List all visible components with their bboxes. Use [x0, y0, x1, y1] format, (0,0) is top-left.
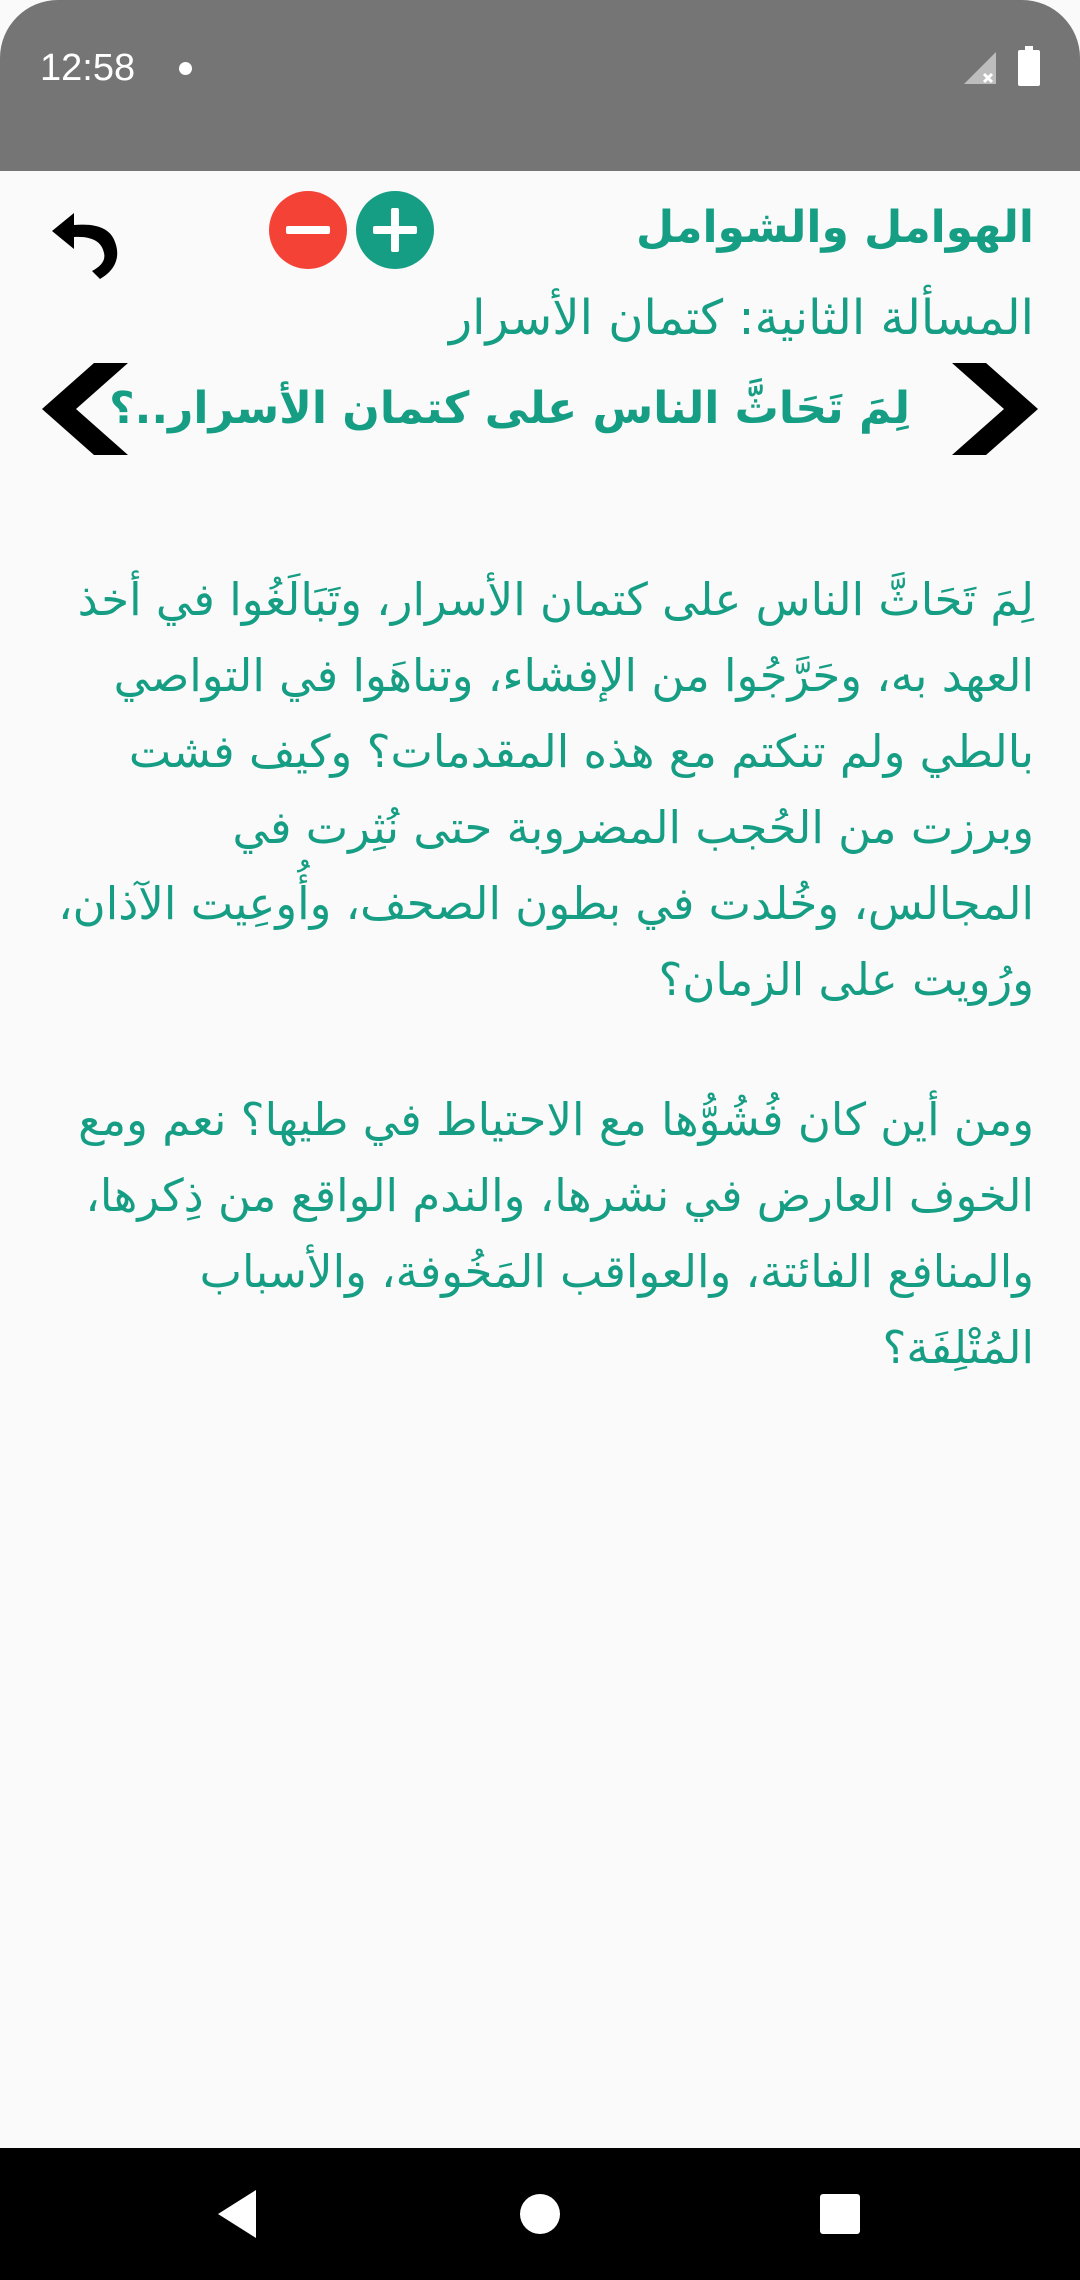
system-navigation-bar	[0, 2148, 1080, 2280]
status-time: 12:58	[40, 47, 136, 89]
recents-square-icon[interactable]	[812, 2186, 868, 2242]
section-title: لِمَ تَحَاثَّ الناس على كتمان الأسرار..؟	[109, 383, 910, 434]
chapter-title: المسألة الثانية: كتمان الأسرار	[449, 290, 1034, 346]
reading-content	[44, 562, 1034, 1450]
book-title: الهوامل والشوامل	[635, 202, 1034, 253]
undo-icon[interactable]	[44, 193, 132, 281]
battery-icon	[1018, 46, 1040, 86]
zoom-in-button[interactable]	[356, 191, 434, 269]
zoom-in-icon	[356, 191, 434, 269]
content-paragraph: لِمَ تَحَاثَّ الناس على كتمان الأسرار، وتَبَالَغُوا في أخذ العهد به، وحَرَّجُوا من الإفشاء، وتناهَوا في التواصي بالطي ولم تنكتم مع هذه المقدمات؟ وكيف فشت وبرزت من الحُجب المضروبة حتى نُثِرت في المجالس، وخُلدت في بطون الصحف، وأُوعِيت الآذان، ورُويت على الزمان؟	[58, 573, 1034, 1006]
chevron-right-icon[interactable]	[946, 361, 1038, 457]
home-circle-icon[interactable]	[512, 2186, 568, 2242]
back-triangle-icon[interactable]	[212, 2186, 268, 2242]
content-paragraph: ومن أين كان فُشُوُّها مع الاحتياط في طيها؟ نعم ومع الخوف العارض في نشرها، والندم الواقع من ذِكرها، والمنافع الفائتة، والعواقب المَخُوفة، والأسباب المُتْلِفَة؟	[78, 1093, 1034, 1374]
zoom-out-button[interactable]	[269, 191, 347, 269]
status-bar	[0, 0, 1080, 171]
notification-dot-icon	[179, 62, 192, 75]
signal-off-icon	[962, 50, 998, 86]
reader-screen	[0, 171, 1080, 2148]
zoom-out-icon	[269, 191, 347, 269]
